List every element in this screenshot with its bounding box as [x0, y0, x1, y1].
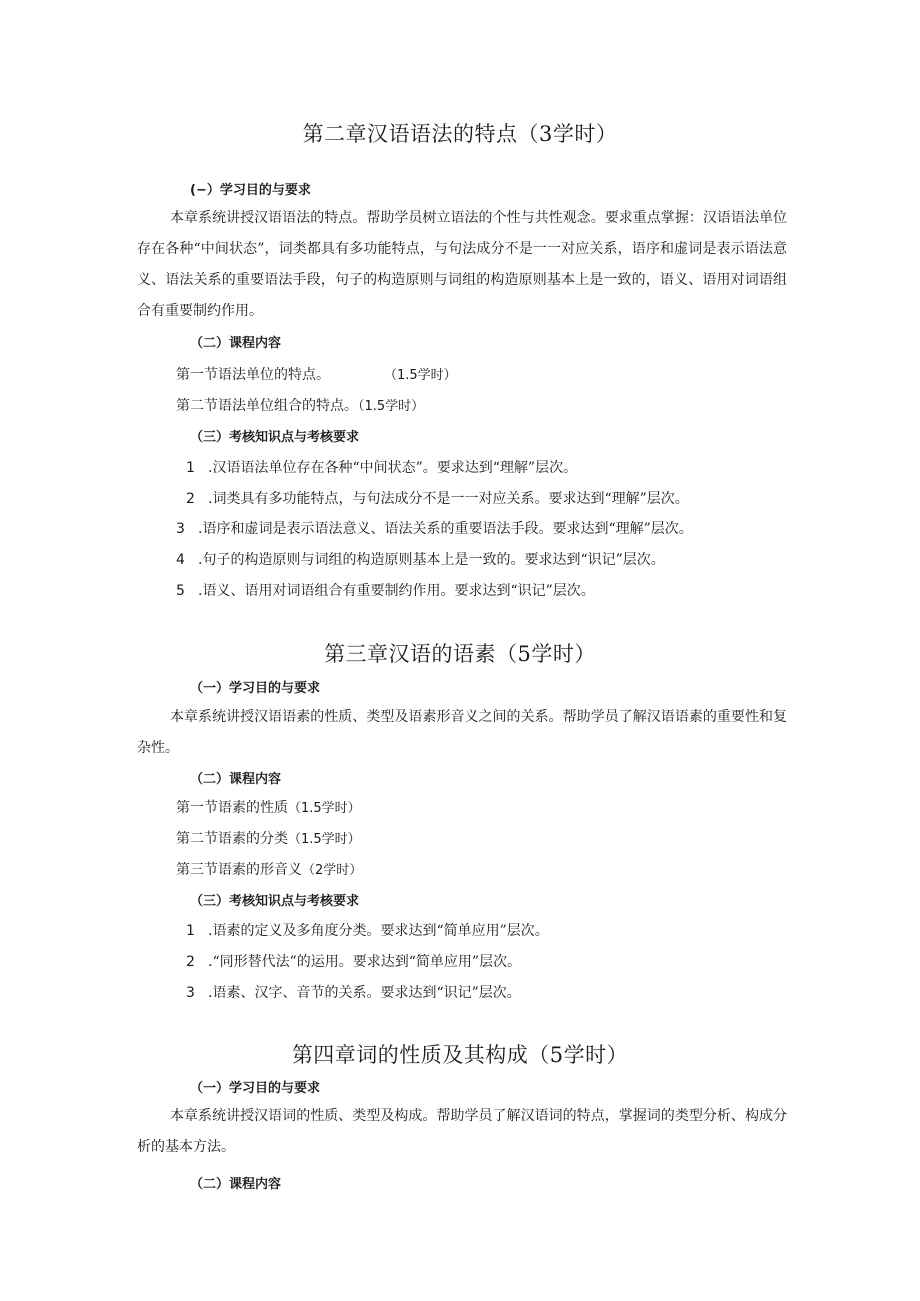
ch2-requirement-1 — [186, 457, 577, 477]
section-label: 第三节语素的形音义 — [176, 862, 302, 878]
ch2-requirement-2 — [186, 488, 689, 508]
section-label: 第一节语素的性质 — [176, 800, 288, 816]
requirement-text: .语素、汉字、音节的关系。要求达到“识记”层次。 — [208, 985, 521, 1001]
ch2-requirement-3 — [176, 518, 693, 538]
ch2-content-heading: （二）课程内容 — [190, 336, 282, 351]
ch3-requirement-1 — [186, 920, 549, 940]
ch2-section-1 — [176, 364, 457, 384]
ch2-exam-heading: （三）考核知识点与考核要求 — [190, 430, 360, 445]
requirement-text: .词类具有多功能特点，与句法成分不是一一对应关系。要求达到“理解”层次。 — [208, 491, 689, 507]
section-hours: （1.5学时） — [384, 368, 457, 383]
section-hours: （1.5学时） — [288, 801, 361, 816]
requirement-text: .语素的定义及多角度分类。要求达到“简单应用”层次。 — [208, 923, 549, 939]
section-hours: （2学时） — [302, 863, 363, 878]
section-label: 第二节语素的分类 — [176, 831, 288, 847]
ch3-exam-heading: （三）考核知识点与考核要求 — [190, 894, 360, 909]
section-hours: （1.5学时） — [288, 832, 361, 847]
ch2-requirement-5 — [176, 580, 595, 600]
requirement-number: 5 — [176, 583, 185, 599]
requirement-text: .句子的构造原则与词组的构造原则基本上是一致的。要求达到“识记”层次。 — [198, 552, 665, 568]
requirement-text: .语序和虚词是表示语法意义、语法关系的重要语法手段。要求达到“理解”层次。 — [198, 521, 693, 537]
ch2-requirement-4 — [176, 549, 665, 569]
ch3-requirement-3 — [186, 982, 521, 1002]
requirement-text: .语义、语用对词语组合有重要制约作用。要求达到“识记”层次。 — [198, 583, 595, 599]
requirement-number: 3 — [176, 521, 185, 537]
ch2-goal-text: 本章系统讲授汉语语法的特点。帮助学员树立语法的个性与共性观念。要求重点掌握：汉语语法单位存在各种“中间状态”，词类都具有多功能特点，与句法成分不是一一对应关系，语序和虚词是表示语法意义、语法关系的重要语法手段，句子的构造原则与词组的构造原则基本上是一致的，语义、语用对词语组合有重要制约作用。 — [137, 210, 787, 319]
ch3-section-2 — [176, 828, 361, 848]
ch2-section-2 — [176, 395, 424, 415]
ch4-content-heading: （二）课程内容 — [190, 1177, 282, 1192]
requirement-number: 3 — [186, 985, 195, 1001]
section-label: 第二节语法单位组合的特点。 — [176, 398, 358, 414]
ch3-requirement-2 — [186, 951, 521, 971]
requirement-number: 2 — [186, 491, 195, 507]
ch3-goal-heading: （一）学习目的与要求 — [190, 681, 321, 696]
section-label: 第一节语法单位的特点。 — [176, 367, 330, 383]
ch3-section-3 — [176, 859, 362, 879]
chapter-2-title: 第二章汉语语法的特点（3学时） — [302, 122, 618, 146]
chapter-3-title: 第三章汉语的语素（5学时） — [324, 642, 596, 666]
ch4-goal-heading: （一）学习目的与要求 — [190, 1081, 321, 1096]
ch4-goal-text: 本章系统讲授汉语词的性质、类型及构成。帮助学员了解汉语词的特点，掌握词的类型分析、构成分析的基本方法。 — [137, 1108, 787, 1155]
ch3-content-heading: （二）课程内容 — [190, 772, 282, 787]
requirement-number: 1 — [186, 460, 195, 476]
requirement-text: .“同形替代法”的运用。要求达到“简单应用”层次。 — [208, 954, 522, 970]
chapter-4-title: 第四章词的性质及其构成（5学时） — [291, 1043, 629, 1067]
section-hours: （1.5学时） — [358, 399, 425, 414]
ch2-goal-heading: (−）学习目的与要求 — [190, 183, 311, 198]
requirement-number: 1 — [186, 923, 195, 939]
requirement-number: 2 — [186, 954, 195, 970]
ch3-goal-text: 本章系统讲授汉语语素的性质、类型及语素形音义之间的关系。帮助学员了解汉语语素的重要性和复杂性。 — [137, 709, 787, 756]
requirement-number: 4 — [176, 552, 185, 568]
ch3-section-1 — [176, 797, 361, 817]
requirement-text: .汉语语法单位存在各种“中间状态”。要求达到“理解”层次。 — [208, 460, 578, 476]
